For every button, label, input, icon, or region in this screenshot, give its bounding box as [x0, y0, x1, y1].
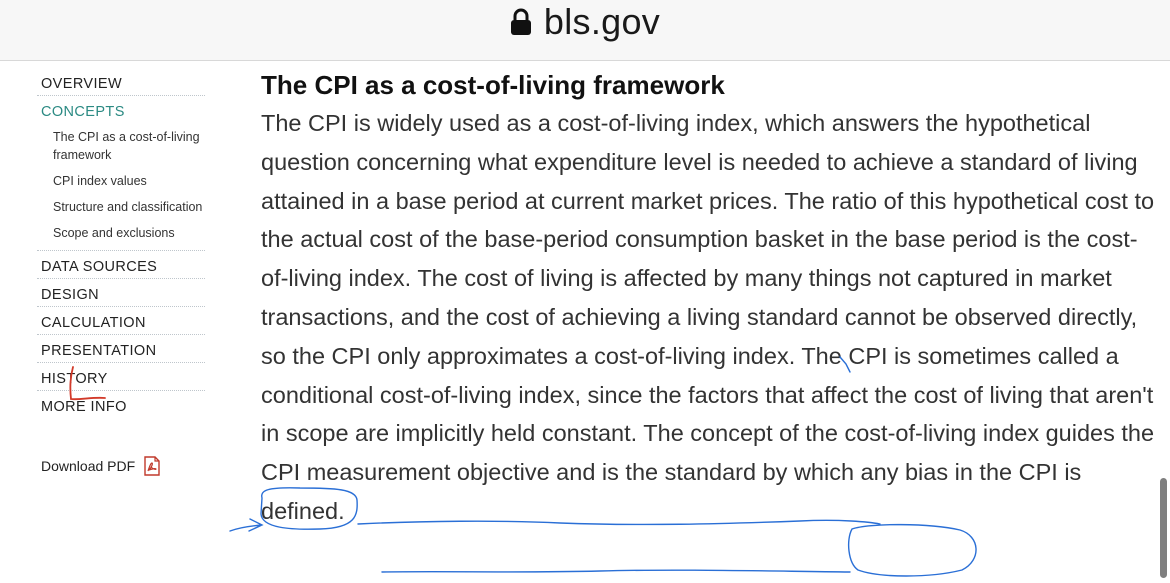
subnav-item-cost-of-living[interactable]: The CPI as a cost-of-living framework — [53, 130, 200, 162]
download-pdf-label: Download PDF — [41, 458, 136, 474]
subnav-item-index-values[interactable]: CPI index values — [53, 174, 147, 188]
nav-item-data-sources[interactable]: DATA SOURCES — [37, 251, 205, 279]
nav-item-design[interactable]: DESIGN — [37, 279, 205, 307]
browser-url-bar[interactable] — [0, 0, 1170, 61]
subnav-item-structure[interactable]: Structure and classification — [53, 200, 203, 214]
scrollbar-thumb[interactable] — [1160, 478, 1167, 578]
ink-underline-line2 — [382, 570, 850, 572]
nav-item-more-info[interactable]: MORE INFO — [41, 399, 127, 415]
article-content — [261, 66, 1161, 531]
nav-item-history[interactable]: HISTORY — [37, 363, 205, 391]
download-pdf-link[interactable] — [41, 456, 161, 476]
nav-item-calculation[interactable]: CALCULATION — [37, 307, 205, 335]
nav-item-overview[interactable]: OVERVIEW — [37, 68, 205, 96]
concepts-subnav — [37, 128, 205, 251]
sidebar-nav — [37, 68, 205, 419]
subnav-item-scope[interactable]: Scope and exclusions — [53, 226, 175, 240]
ink-circle-defined — [849, 525, 976, 576]
url-domain: bls.gov — [543, 1, 661, 42]
article-paragraph: The CPI is widely used as a cost-of-living index, which answers the hypothetical question concerning what expenditure level is needed to achieve a standard of living attained in a base period at current market prices. The ratio of this hypothetical cost to the actual cost of the base-period consumption basket in the base period is the cost-of-living index. The cost of living is affected by many things not captured in market transactions, and the cost of achieving a living standard cannot be observed directly, so the CPI only approximates a cost-of-living index. The CPI is sometimes called a conditional cost-of-living index, since the factors that affect the cost of living that aren't in scope are implicitly held constant. The concept of the cost-of-living index guides the CPI measurement objective and is the standard by which any bias in the CPI is defined. — [261, 110, 1155, 524]
pdf-icon — [143, 456, 161, 476]
ink-arrow — [230, 519, 262, 531]
article-title: The CPI as a cost-of-living framework — [261, 70, 725, 100]
nav-item-concepts[interactable]: CONCEPTS — [41, 104, 125, 120]
lock-icon — [510, 8, 532, 36]
nav-item-presentation[interactable]: PRESENTATION — [37, 335, 205, 363]
